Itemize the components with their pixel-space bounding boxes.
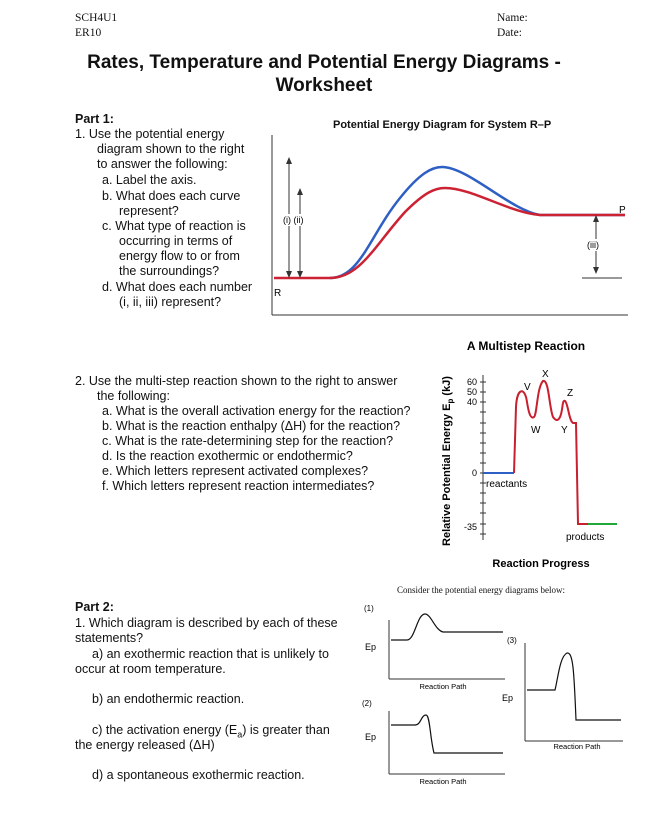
x-label-1: Reaction Path (419, 682, 467, 691)
part2-b: b) an endothermic reaction. (92, 692, 245, 706)
q1-line: diagram shown to the right (97, 142, 245, 156)
x-label-3: Reaction Path (553, 742, 601, 751)
name-label: Name: (497, 12, 528, 24)
diagram-label-3: (3) (507, 636, 517, 645)
diagram1-lower-curve (274, 188, 625, 278)
small-curve-1 (391, 614, 503, 640)
label-r: R (274, 288, 282, 299)
q1-item-c: energy flow to or from (119, 249, 240, 263)
ep-label-3: Ep (502, 693, 514, 703)
products-label: products (566, 532, 605, 543)
q1-item-b: b. What does each curve (102, 189, 241, 203)
q2-item-d: d. Is the reaction exothermic or endothermic? (102, 449, 353, 463)
small-curve-3 (527, 653, 621, 720)
small-curve-2 (391, 715, 503, 753)
tick-50: 50 (466, 387, 477, 397)
tick-0: 0 (471, 468, 477, 478)
diagram2-curve (514, 381, 588, 524)
q1-line: 1. Use the potential energy (75, 127, 225, 141)
ep-label-1: Ep (365, 642, 377, 652)
tick-40: 40 (466, 397, 477, 407)
part2-q1: 1. Which diagram is described by each of these (75, 616, 338, 630)
ep-label-2: Ep (365, 732, 377, 742)
q2-item-e: e. Which letters represent activated complexes? (102, 464, 369, 478)
part2-c: c) the activation energy $(E_a)$ is greater than (92, 723, 330, 740)
diagram2-chart (436, 337, 626, 573)
diagram2-title: A Multistep Reaction (466, 339, 586, 353)
part2-a: a) an exothermic reaction that is unlikely to (92, 647, 329, 661)
diagram2-x-label: Reaction Progress (492, 558, 590, 570)
small-diagrams (355, 598, 635, 798)
q1-item-a: a. Label the axis. (102, 173, 197, 187)
reactants-label: reactants (486, 479, 528, 490)
q2-item-b: b. What is the reaction enthalpy (ΔH) for the reaction? (102, 419, 401, 433)
q2-item-f: f. Which letters represent reaction intermediates? (102, 479, 375, 493)
part2-heading: Part 2: (75, 600, 114, 614)
x-label-2: Reaction Path (419, 777, 467, 786)
tick-60: 60 (466, 377, 477, 387)
tick-neg35: -35 (463, 522, 477, 532)
q1-item-b: represent? (119, 204, 179, 218)
q2-item-a: a. What is the overall activation energy for the reaction? (102, 404, 411, 418)
part1-heading: Part 1: (75, 112, 114, 126)
q2-line: the following: (97, 389, 170, 403)
diagram-label-2: (2) (362, 699, 372, 708)
part2-d: d) a spontaneous exothermic reaction. (92, 768, 305, 782)
label-iii: (iii) (587, 240, 599, 250)
q1-item-c: the surroundings? (119, 264, 220, 278)
label-p: P (619, 205, 626, 216)
q2-line: 2. Use the multi-step reaction shown to the right to answer (75, 374, 398, 388)
label-i-ii: (i) (ii) (283, 215, 304, 225)
point-y: Y (561, 425, 568, 436)
course-code: SCH4U1 (75, 12, 118, 24)
q1-line: to answer the following: (97, 157, 228, 171)
diagram-label-1: (1) (364, 604, 374, 613)
part2-q1: statements? (75, 631, 144, 645)
q1-item-c: occurring in terms of (119, 234, 233, 248)
diagrams-intro: Consider the potential energy diagrams below: (397, 585, 566, 595)
diagram1-chart (270, 135, 630, 320)
point-v: V (524, 382, 531, 393)
q1-item-d: (i, ii, iii) represent? (119, 295, 222, 309)
q2-item-c: c. What is the rate-determining step for the reaction? (102, 434, 394, 448)
worksheet-code: ER10 (75, 27, 102, 39)
q1-item-c: c. What type of reaction is (102, 219, 246, 233)
page-title-line2: Worksheet (275, 75, 373, 96)
point-z: Z (567, 388, 574, 399)
diagram2-y-label: Relative Potential Energy $E_p$ (kJ) (441, 376, 455, 546)
date-label: Date: (497, 27, 522, 39)
diagram1-title: Potential Energy Diagram for System R–P (333, 119, 552, 131)
page-title: Rates, Temperature and Potential Energy Diagrams - (87, 52, 561, 73)
q1-item-d: d. What does each number (102, 280, 253, 294)
part2-a: occur at room temperature. (75, 662, 226, 676)
point-w: W (531, 425, 541, 436)
point-x: X (542, 369, 549, 380)
diagram1-upper-curve (330, 167, 625, 278)
part2-c: the energy released (ΔH) (75, 738, 215, 752)
